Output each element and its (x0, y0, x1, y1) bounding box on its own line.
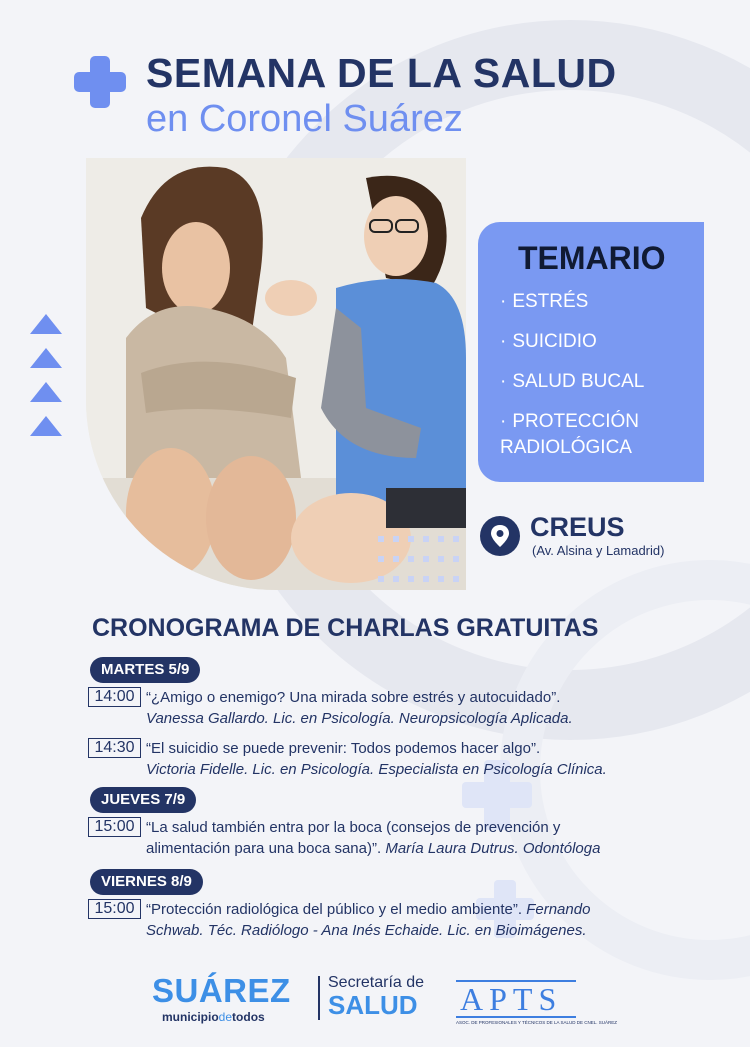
page-subtitle: en Coronel Suárez (146, 98, 463, 140)
temario-item-label: PROTECCIÓN (512, 411, 640, 432)
temario-item-label: RADIOLÓGICA (500, 437, 632, 458)
tagline-part: de (218, 1010, 233, 1024)
talk-text (146, 687, 573, 729)
apts-logo-tagline: ASOC. DE PROFESIONALES Y TÉCNICOS DE LA SALUD DE CNEL. SUÁREZ (456, 1020, 618, 1025)
talk-title: alimentación para una boca sana)”. (146, 840, 382, 857)
talk-text (146, 817, 600, 859)
triangle-icon (30, 416, 62, 436)
temario-item: · ESTRÉS (500, 291, 589, 312)
suarez-logo (152, 972, 291, 1024)
temario-item-label: SALUD BUCAL (512, 371, 645, 392)
map-pin-icon (480, 516, 520, 556)
tagline-part: todos (232, 1010, 265, 1024)
talk-time: 15:00 (88, 899, 141, 919)
plus-icon (74, 56, 126, 108)
triangle-icon (30, 314, 62, 334)
page-title: SEMANA DE LA SALUD (146, 50, 617, 96)
talk-speaker: Schwab. Téc. Radiólogo - Ana Inés Echaide. Lic. en Bioimágenes. (146, 922, 587, 939)
apts-logo (456, 980, 618, 1025)
logo-divider (318, 976, 320, 1020)
schedule-title: CRONOGRAMA DE CHARLAS GRATUITAS (92, 614, 599, 642)
temario-item: · SALUD BUCAL (500, 371, 645, 392)
talk-text (146, 899, 590, 941)
talk-title: “Protección radiológica del público y el medio ambiente”. (146, 901, 523, 918)
day-badge: MARTES 5/9 (90, 657, 200, 683)
day-badge: VIERNES 8/9 (90, 869, 203, 895)
apts-logo-letters: APTS (456, 980, 576, 1018)
talk-title: “La salud también entra por la boca (consejos de prevención y (146, 819, 561, 836)
triangle-icon (30, 348, 62, 368)
temario-box (478, 222, 704, 482)
talk-time: 14:00 (88, 687, 141, 707)
talk-speaker: María Laura Dutrus. Odontóloga (381, 840, 601, 857)
tagline-part: municipio (162, 1010, 219, 1024)
temario-item: · SUICIDIO (500, 331, 597, 352)
temario-item-label: SUICIDIO (512, 331, 597, 352)
temario-title: TEMARIO (518, 240, 666, 276)
talk-time: 14:30 (88, 738, 141, 758)
talk-title: “¿Amigo o enemigo? Una mirada sobre estrés y autocuidado”. (146, 689, 561, 706)
decorative-dots (378, 536, 468, 596)
location-name: CREUS (530, 512, 625, 542)
triangle-icon (30, 382, 62, 402)
talk-speaker: Victoria Fidelle. Lic. en Psicología. Especialista en Psicología Clínica. (146, 761, 607, 778)
secretaria-salud-logo (328, 974, 424, 1018)
day-badge: JUEVES 7/9 (90, 787, 196, 813)
talk-speaker: Fernando (522, 901, 591, 918)
talk-text (146, 738, 607, 780)
suarez-logo-tagline (162, 1010, 291, 1024)
talk-time: 15:00 (88, 817, 141, 837)
salud-logo-line1: Secretaría de (328, 974, 425, 991)
consultation-photo (86, 158, 466, 590)
salud-logo-line2: SALUD (328, 990, 418, 1020)
talk-title: “El suicidio se puede prevenir: Todos podemos hacer algo”. (146, 740, 541, 757)
temario-item-label: ESTRÉS (512, 291, 589, 312)
temario-item: · PROTECCIÓN RADIOLÓGICA (500, 411, 640, 458)
suarez-logo-text: SUÁREZ (152, 972, 291, 1009)
decorative-triangles (30, 314, 62, 450)
talk-speaker: Vanessa Gallardo. Lic. en Psicología. Neuropsicología Aplicada. (146, 710, 573, 727)
location-address: (Av. Alsina y Lamadrid) (532, 543, 665, 558)
